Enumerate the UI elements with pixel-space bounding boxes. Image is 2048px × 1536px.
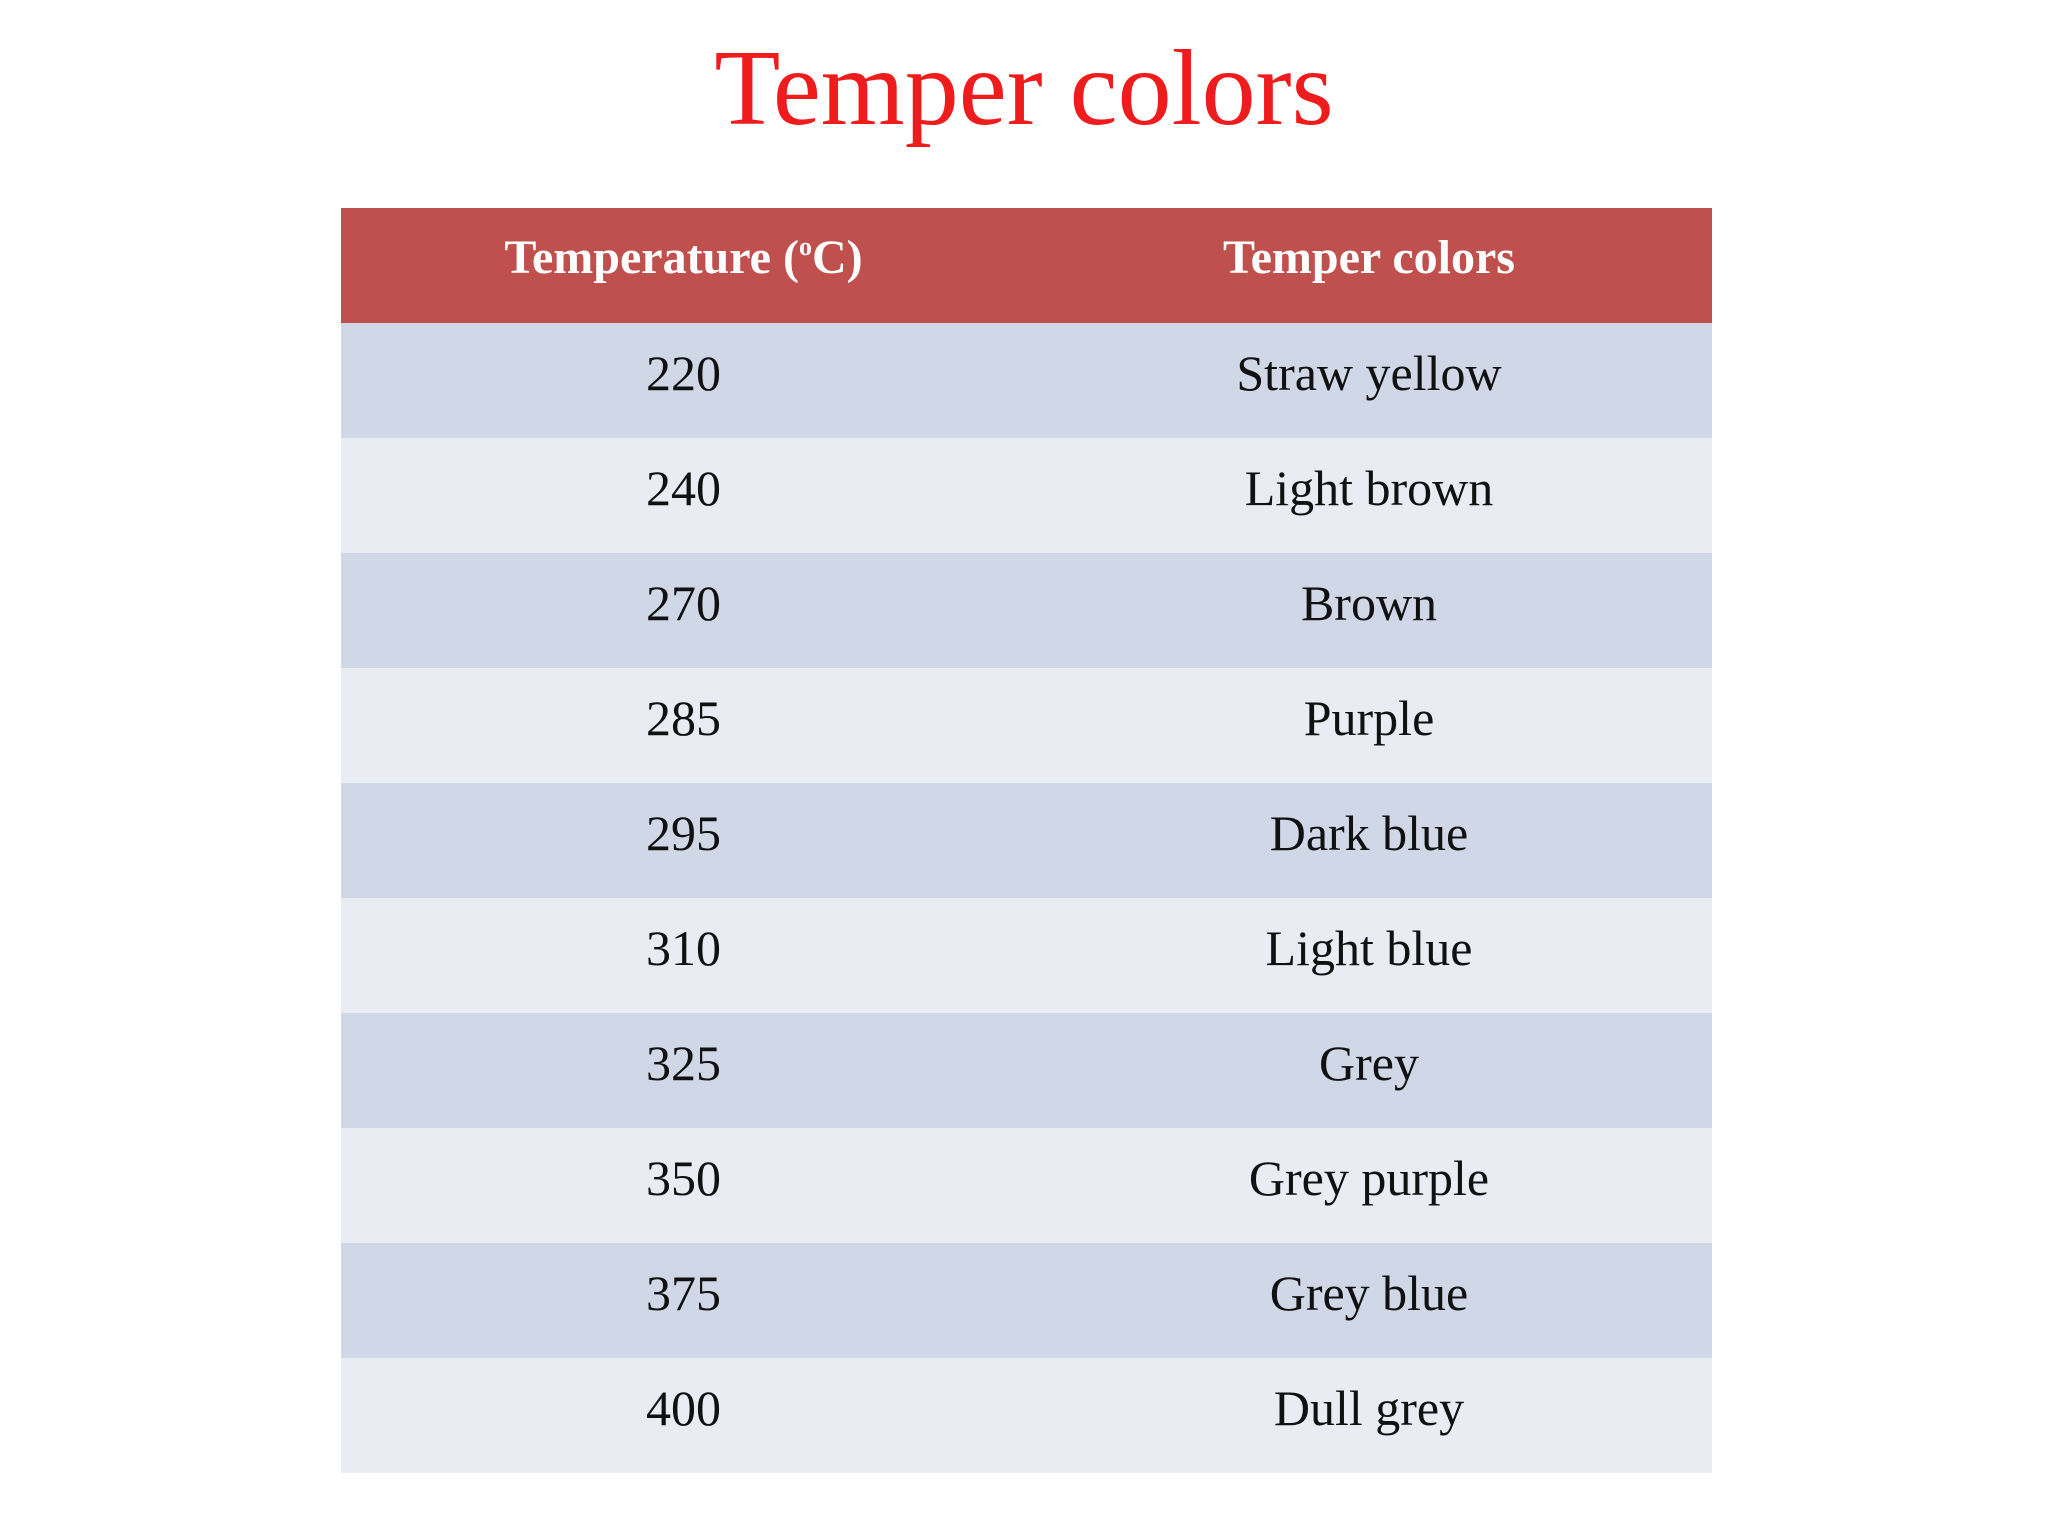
header-temper-colors: Temper colors — [1026, 208, 1712, 323]
temperature-cell: 295 — [341, 783, 1026, 898]
temperature-cell: 350 — [341, 1128, 1026, 1243]
color-cell: Light brown — [1026, 438, 1712, 553]
temperature-cell: 285 — [341, 668, 1026, 783]
color-cell: Dark blue — [1026, 783, 1712, 898]
slide-title: Temper colors — [714, 29, 1334, 148]
table-row — [341, 783, 1712, 898]
color-cell: Grey blue — [1026, 1243, 1712, 1358]
temperature-cell: 400 — [341, 1358, 1026, 1473]
temperature-cell: 375 — [341, 1243, 1026, 1358]
header-temperature-suffix: C) — [811, 231, 863, 284]
temper-table-container — [341, 208, 1712, 1473]
color-cell: Straw yellow — [1026, 323, 1712, 438]
temperature-cell: 220 — [341, 323, 1026, 438]
header-temperature-prefix: Temperature ( — [504, 231, 799, 284]
table-row — [341, 553, 1712, 668]
color-cell: Light blue — [1026, 898, 1712, 1013]
table-header-row — [341, 208, 1712, 323]
color-cell: Purple — [1026, 668, 1712, 783]
table-row — [341, 898, 1712, 1013]
color-cell: Grey purple — [1026, 1128, 1712, 1243]
temperature-cell: 240 — [341, 438, 1026, 553]
temperature-cell: 270 — [341, 553, 1026, 668]
table-row — [341, 1128, 1712, 1243]
table-row — [341, 668, 1712, 783]
temperature-cell: 310 — [341, 898, 1026, 1013]
header-temperature — [341, 208, 1026, 323]
table-row — [341, 1243, 1712, 1358]
temperature-cell: 325 — [341, 1013, 1026, 1128]
table-row — [341, 1013, 1712, 1128]
degree-superscript: o — [798, 232, 812, 261]
table-row — [341, 438, 1712, 553]
table-row — [341, 323, 1712, 438]
table-row — [341, 1358, 1712, 1473]
color-cell: Dull grey — [1026, 1358, 1712, 1473]
color-cell: Grey — [1026, 1013, 1712, 1128]
color-cell: Brown — [1026, 553, 1712, 668]
temper-table — [341, 208, 1712, 1473]
